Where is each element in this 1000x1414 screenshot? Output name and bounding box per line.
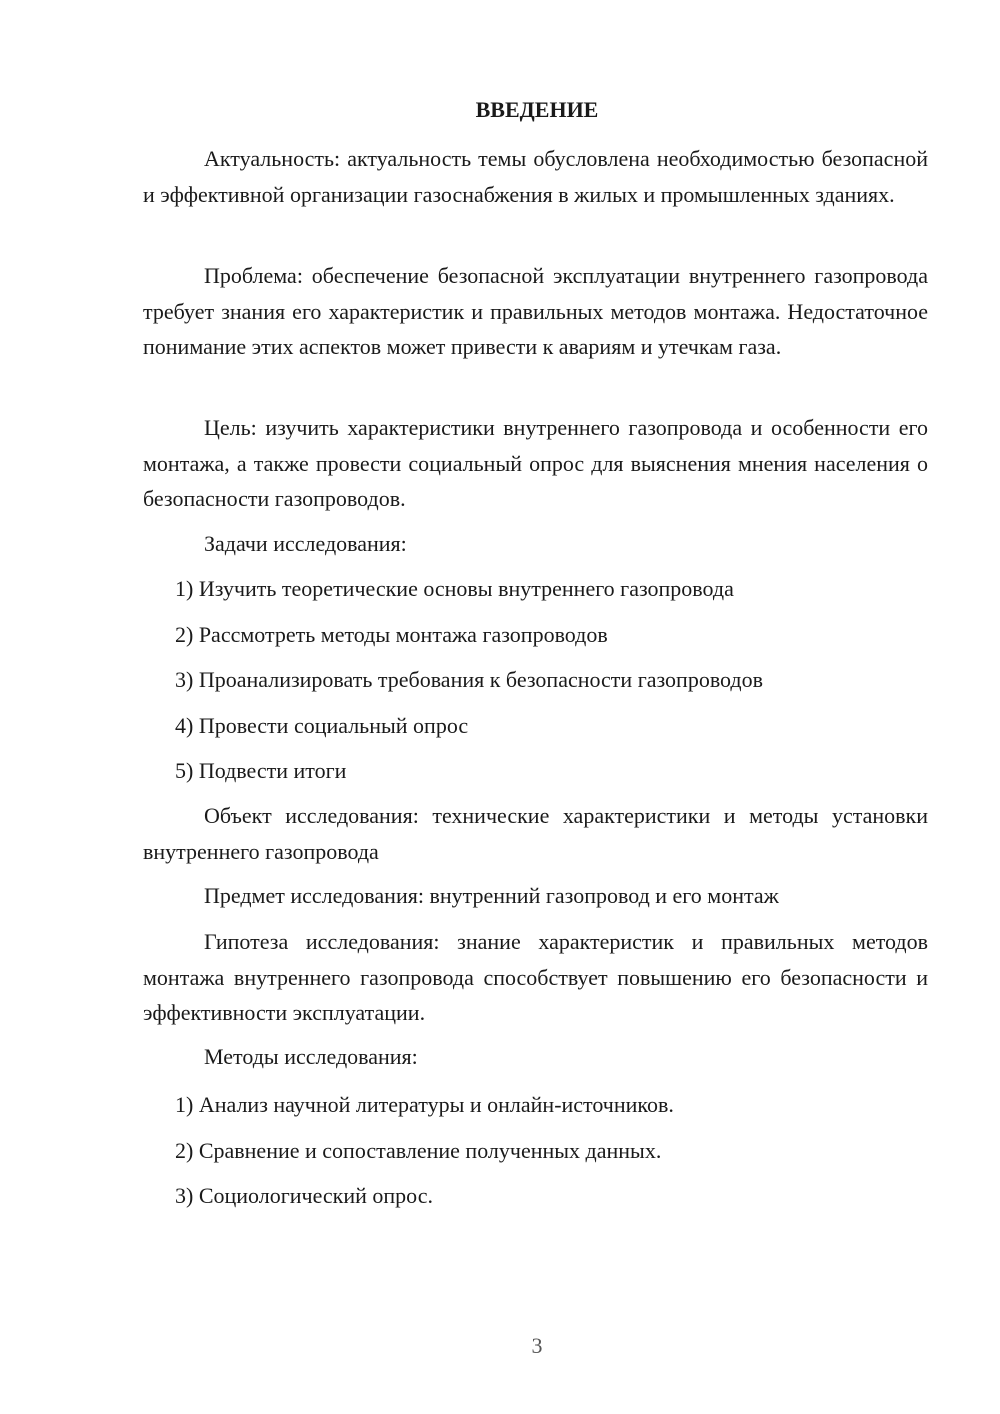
hypothesis-text: Гипотеза исследования: знание характеристик и правильных методов монтажа внутреннего газопровода способствует повышению его безопасности и эффективности эксплуатации. [143,929,928,1025]
method-item-3: 3) Социологический опрос. [175,1183,433,1208]
method-item-2: 2) Сравнение и сопоставление полученных данных. [175,1137,662,1163]
goal-paragraph [143,410,928,517]
problem-text: Проблема: обеспечение безопасной эксплуатации внутреннего газопровода требует знания его характеристик и правильных методов монтажа. Недостаточное понимание этих аспектов может привести к авариям и утечкам газа. [143,263,928,359]
methods-title: Методы исследования: [204,1044,418,1069]
object-paragraph [143,798,928,869]
goal-text: Цель: изучить характеристики внутреннего газопровода и особенности его монтажа, а также провести социальный опрос для выяснения мнения населения о безопасности газопроводов. [143,415,928,511]
task-item-3: 3) Проанализировать требования к безопасности газопроводов [175,667,764,692]
subject-paragraph [143,878,928,914]
methods-title-paragraph [143,1039,928,1075]
problem-paragraph [143,258,928,365]
section-heading: ВВЕДЕНИЕ [475,97,599,122]
object-text: Объект исследования: технические характеристики и методы установки внутреннего газопровода [143,803,928,864]
task-item-4: 4) Провести социальный опрос [175,712,469,738]
tasks-title: Задачи исследования: [204,531,407,556]
relevance-paragraph [143,141,928,212]
method-item-1: 1) Анализ научной литературы и онлайн-источников. [175,1092,674,1117]
task-item-1: 1) Изучить теоретические основы внутреннего газопровода [175,576,734,601]
methods-list [143,1087,928,1214]
task-item-5: 5) Подвести итоги [175,758,347,783]
hypothesis-paragraph [143,924,928,1031]
tasks-list [143,571,928,789]
tasks-title-paragraph [143,526,928,562]
task-item-2: 2) Рассмотреть методы монтажа газопроводов [175,621,608,647]
subject-text: Предмет исследования: внутренний газопровод и его монтаж [204,883,779,908]
relevance-text: Актуальность: актуальность темы обусловлена необходимостью безопасной и эффективной организации газоснабжения в жилых и промышленных зданиях. [143,146,928,207]
page-number: 3 [531,1333,543,1358]
